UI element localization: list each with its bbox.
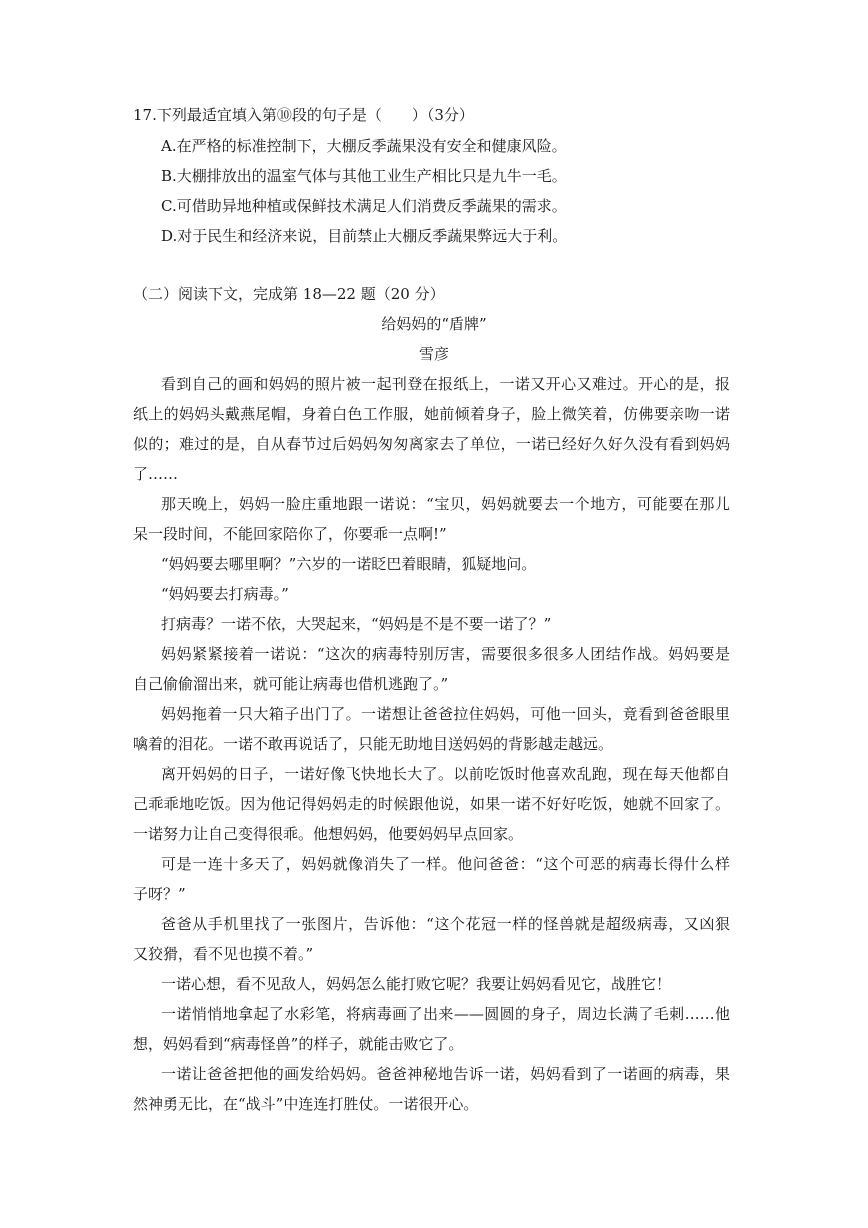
article-line: 爸爸从手机里找了一张图片，告诉他：“这个花冠一样的怪兽就是超级病毒，又凶狠 bbox=[161, 915, 730, 933]
article-author: 雪彦 bbox=[418, 345, 449, 363]
article-line: 打病毒？一诺不依，大哭起来，“妈妈是不是不要一诺了？” bbox=[161, 615, 552, 633]
article-line: 纸上的妈妈头戴燕尾帽，身着白色工作服，她前倾着身子，脸上微笑着，仿佛要亲吻一诺 bbox=[133, 405, 730, 423]
section-heading: （二）阅读下文，完成第 18—22 题（20 分） bbox=[133, 285, 445, 303]
article-line: 一诺让爸爸把他的画发给妈妈。爸爸神秘地告诉一诺，妈妈看到了一诺画的病毒，果 bbox=[161, 1065, 730, 1083]
article-line: 子呀？” bbox=[133, 885, 186, 903]
article-line: 噙着的泪花。一诺不敢再说话了，只能无助地目送妈妈的背影越走越远。 bbox=[133, 735, 614, 753]
article-line: 那天晚上，妈妈一脸庄重地跟一诺说：“宝贝，妈妈就要去一个地方，可能要在那儿 bbox=[161, 495, 730, 513]
article-line: 妈妈拖着一只大箱子出门了。一诺想让爸爸拉住妈妈，可他一回头，竟看到爸爸眼里 bbox=[161, 705, 730, 723]
article-line: 似的；难过的是，自从春节过后妈妈匆匆离家去了单位，一诺已经好久好久没有看到妈妈 bbox=[133, 435, 730, 453]
article-line: “妈妈要去哪里啊？”六岁的一诺眨巴着眼睛，狐疑地问。 bbox=[161, 555, 537, 573]
article-line: 可是一连十多天了，妈妈就像消失了一样。他问爸爸：“这个可恶的病毒长得什么样 bbox=[161, 855, 730, 873]
article-line: 又狡猾，看不见也摸不着。” bbox=[133, 945, 314, 963]
article-line: 然神勇无比，在“战斗”中连连打胜仗。一诺很开心。 bbox=[133, 1095, 479, 1113]
article-line: “妈妈要去打病毒。” bbox=[161, 585, 289, 603]
article-line: 己乖乖地吃饭。因为他记得妈妈走的时候跟他说，如果一诺不好好吃饭，她就不回家了。 bbox=[133, 795, 730, 813]
article-line: 自己偷偷溜出来，就可能让病毒也借机逃跑了。” bbox=[133, 675, 449, 693]
article-line: 妈妈紧紧接着一诺说：“这次的病毒特别厉害，需要很多很多人团结作战。妈妈要是 bbox=[161, 645, 730, 663]
article-line: 一诺心想，看不见敌人，妈妈怎么能打败它呢？我要让妈妈看见它，战胜它！ bbox=[161, 975, 672, 993]
article-line: 了…… bbox=[133, 465, 179, 483]
article-line: 一诺悄悄地拿起了水彩笔，将病毒画了出来——圆圆的身子，周边长满了毛刺……他 bbox=[161, 1005, 730, 1023]
article-line: 一诺努力让自己变得很乖。他想妈妈，他要妈妈早点回家。 bbox=[133, 825, 524, 843]
article-line: 呆一段时间，不能回家陪你了，你要乖一点啊!” bbox=[133, 525, 447, 543]
article-line: 想，妈妈看到“病毒怪兽”的样子，就能击败它了。 bbox=[133, 1035, 464, 1053]
question-17-option-c: C.可借助异地种植或保鲜技术满足人们消费反季蔬果的需求。 bbox=[161, 197, 567, 215]
question-17-option-a: A.在严格的标准控制下，大棚反季蔬果没有安全和健康风险。 bbox=[161, 137, 567, 155]
article-title: 给妈妈的“盾牌” bbox=[381, 315, 487, 333]
question-17-option-b: B.大棚排放出的温室气体与其他工业生产相比只是九牛一毛。 bbox=[161, 167, 567, 185]
article-line: 看到自己的画和妈妈的照片被一起刊登在报纸上，一诺又开心又难过。开心的是，报 bbox=[161, 375, 730, 393]
question-17-option-d: D.对于民生和经济来说，目前禁止大棚反季蔬果弊远大于利。 bbox=[161, 227, 568, 245]
article-line: 离开妈妈的日子，一诺好像飞快地长大了。以前吃饭时他喜欢乱跑，现在每天他都自 bbox=[161, 765, 730, 783]
question-17-stem: 17.下列最适宜填入第⑩段的句子是（ ）（3分） bbox=[133, 106, 474, 124]
